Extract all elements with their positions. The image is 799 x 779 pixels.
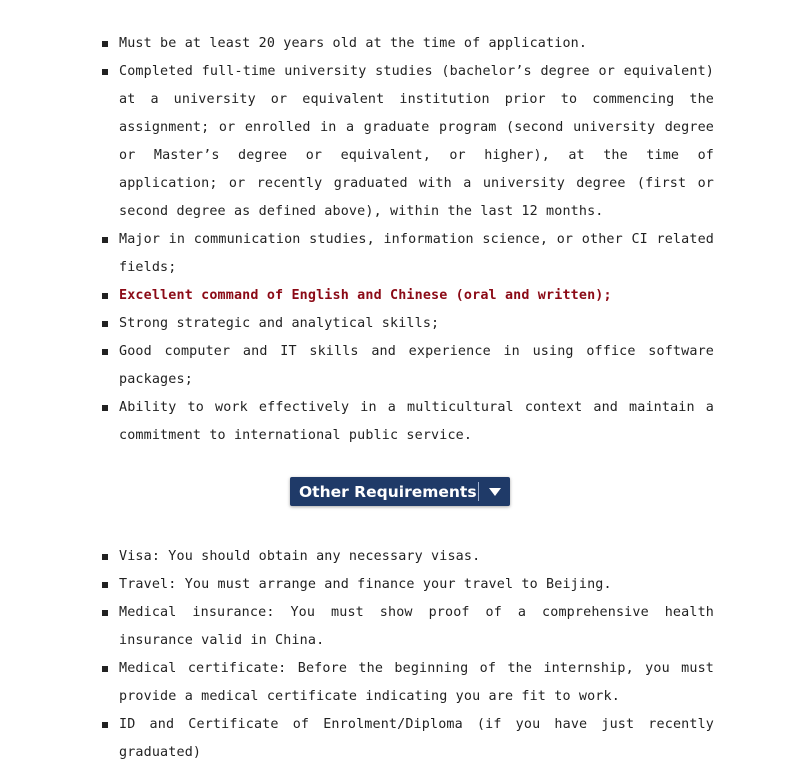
section-header-title: Other Requirements bbox=[299, 482, 477, 501]
square-bullet-icon bbox=[102, 405, 108, 411]
square-bullet-icon bbox=[102, 349, 108, 355]
other-requirement-item bbox=[102, 599, 714, 655]
requirement-text: Major in communication studies, information science, or other CI related fields; bbox=[119, 232, 714, 275]
other-requirement-item bbox=[102, 711, 714, 767]
other-requirement-text: Visa: You should obtain any necessary visas. bbox=[119, 549, 481, 564]
other-requirement-item bbox=[102, 571, 714, 599]
square-bullet-icon bbox=[102, 554, 108, 560]
other-requirement-item bbox=[102, 655, 714, 711]
requirement-item bbox=[102, 30, 714, 58]
square-bullet-icon bbox=[102, 237, 108, 243]
requirement-text: Good computer and IT skills and experience in using office software packages; bbox=[119, 344, 714, 387]
square-bullet-icon bbox=[102, 666, 108, 672]
requirement-item bbox=[102, 58, 714, 226]
other-requirement-text: Travel: You must arrange and finance your travel to Beijing. bbox=[119, 577, 612, 592]
square-bullet-icon bbox=[102, 582, 108, 588]
other-requirement-text: ID and Certificate of Enrolment/Diploma (if you have just recently graduated) bbox=[119, 717, 714, 760]
requirement-text: Ability to work effectively in a multicultural context and maintain a commitment to international public service. bbox=[119, 400, 714, 443]
other-requirements-toggle[interactable] bbox=[290, 477, 510, 506]
square-bullet-icon bbox=[102, 41, 108, 47]
requirement-text: Excellent command of English and Chinese (oral and written); bbox=[119, 288, 612, 303]
square-bullet-icon bbox=[102, 610, 108, 616]
requirement-item bbox=[102, 310, 714, 338]
chevron-down-icon[interactable] bbox=[479, 477, 510, 506]
requirement-item bbox=[102, 394, 714, 450]
other-requirement-item bbox=[102, 543, 714, 571]
other-requirement-text: Medical certificate: Before the beginning of the internship, you must provide a medical certificate indicating you are fit to work. bbox=[119, 661, 714, 704]
square-bullet-icon bbox=[102, 69, 108, 75]
square-bullet-icon bbox=[102, 293, 108, 299]
requirement-item bbox=[102, 338, 714, 394]
requirement-text: Completed full-time university studies (bachelor’s degree or equivalent) at a university or equivalent institution prior to commencing the assignment; or enrolled in a graduate program (second university degree or Master’s degree or equivalent, or higher), at the time of application; or recently graduated with a university degree (first or second degree as defined above), within the last 12 months. bbox=[119, 64, 714, 219]
square-bullet-icon bbox=[102, 321, 108, 327]
requirement-item bbox=[102, 226, 714, 282]
chevron-down-icon-shape bbox=[488, 487, 502, 497]
other-requirement-text: Medical insurance: You must show proof of a comprehensive health insurance valid in China. bbox=[119, 605, 714, 648]
requirement-text: Must be at least 20 years old at the time of application. bbox=[119, 36, 588, 51]
requirement-text: Strong strategic and analytical skills; bbox=[119, 316, 440, 331]
requirement-item-highlighted bbox=[102, 282, 714, 310]
requirements-list bbox=[102, 30, 714, 450]
square-bullet-icon bbox=[102, 722, 108, 728]
other-requirements-list bbox=[102, 543, 714, 767]
